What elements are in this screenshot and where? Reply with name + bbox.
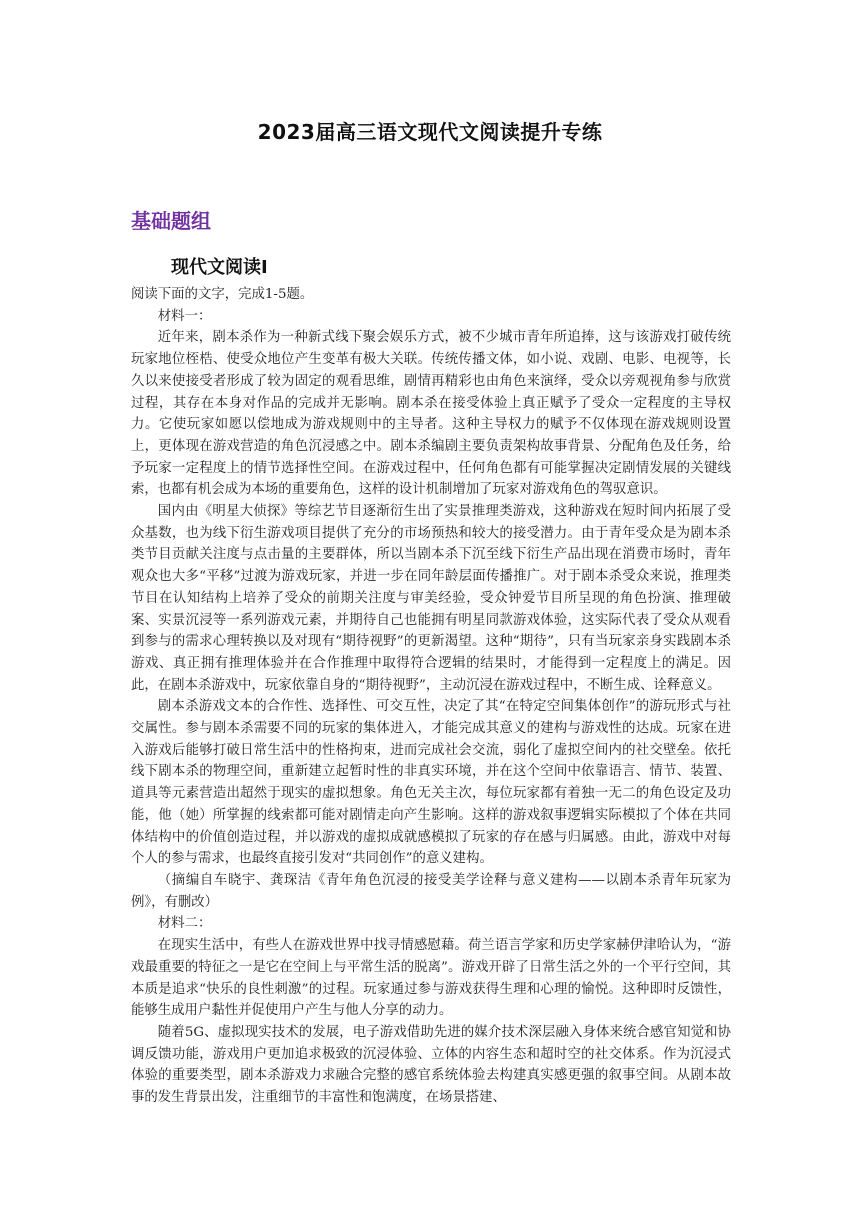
- document-title: 2023届高三语文现代文阅读提升专练: [257, 120, 603, 144]
- paragraph: （摘编自车晓宇、龚琛洁《青年角色沉浸的接受美学诠释与意义建构——以剧本杀青年玩家为例》，有删改）: [131, 872, 731, 910]
- paragraph: 国内由《明星大侦探》等综艺节目逐渐衍生出了实景推理类游戏，这种游戏在短时间内拓展了受众基数，也为线下衍生游戏项目提供了充分的市场预热和较大的接受潜力。由于青年受众是为剧本杀类节目贡献关注度与点击量的主要群体，所以当剧本杀下沉至线下衍生产品出现在消费市场时，青年观众也大多“平移”过渡为游戏玩家，并进一步在同年龄层面传播推广。对于剧本杀受众来说，推理类节目在认知结构上培养了受众的前期关注度与审美经验，受众钟爱节目所呈现的角色扮演、推理破案、实景沉浸等一系列游戏元素，并期待自己也能拥有明星同款游戏体验，这实际代表了受众从观看到参与的需求心理转换以及对现有“期待视野”的更新渴望。这种“期待”，只有当玩家亲身实践剧本杀游戏、真正拥有推理体验并在合作推理中取得符合逻辑的结果时，才能得到一定程度上的满足。因此，在剧本杀游戏中，玩家依靠自身的“期待视野”，主动沉浸在游戏过程中，不断生成、诠释意义。: [131, 504, 731, 693]
- paragraph: 阅读下面的文字，完成1-5题。: [131, 287, 314, 302]
- paragraph: 剧本杀游戏文本的合作性、选择性、可交互性，决定了其“在特定空间集体创作”的游玩形式与社交属性。参与剧本杀需要不同的玩家的集体进入，才能完成其意义的建构与游戏性的达成。玩家在进入游戏后能够打破日常生活中的性格拘束，进而完成社会交流，弱化了虚拟空间内的社交壁垒。依托线下剧本杀的物理空间，重新建立起暂时性的非真实环境，并在这个空间中依靠语言、情节、装置、道具等元素营造出超然于现实的虚拟想象。角色无关主次，每位玩家都有着独一无二的角色设定及功能，他（她）所掌握的线索都可能对剧情走向产生影响。这样的游戏叙事逻辑实际模拟了个体在共同体结构中的价值创造过程，并以游戏的虚拟成就感模拟了玩家的存在感与归属感。由此，游戏中对每个人的参与需求，也最终直接引发对“共同创作”的意义建构。: [131, 699, 731, 867]
- paragraph: 材料一：: [157, 308, 212, 324]
- paragraph: 在现实生活中，有些人在游戏世界中找寻情感慰藉。荷兰语言学家和历史学家赫伊津哈认为，“游戏最重要的特征之一是它在空间上与平常生活的脱离”。游戏开辟了日常生活之外的一个平行空间，其本质是追求“快乐的良性刺激”的过程。玩家通过参与游戏获得生理和心理的愉悦。这种即时反馈性，能够生成用户黏性并促使用户产生与他人分享的动力。: [131, 938, 731, 1019]
- document-body: [131, 284, 731, 1109]
- sub-heading: 现代文阅读Ⅰ: [171, 257, 268, 278]
- paragraph: 近年来，剧本杀作为一种新式线下聚会娱乐方式，被不少城市青年所追捧，这与该游戏打破传统玩家地位桎梏、使受众地位产生变革有极大关联。传统传播文体，如小说、戏剧、电影、电视等，长久以来使接受者形成了较为固定的观看思维，剧情再精彩也由角色来演绎，受众以旁观视角参与欣赏过程，其存在本身对作品的完成并无影响。剧本杀在接受体验上真正赋予了受众一定程度的主导权力。它使玩家如愿以偿地成为游戏规则中的主导者。这种主导权力的赋予不仅体现在游戏规则设置上，更体现在游戏营造的角色沉浸感之中。剧本杀编剧主要负责架构故事背景、分配角色及任务，给予玩家一定程度上的情节选择性空间。在游戏过程中，任何角色都有可能掌握决定剧情发展的关键线索，也都有机会成为本场的重要角色，这样的设计机制增加了玩家对游戏角色的驾驭意识。: [131, 330, 731, 498]
- paragraph: 材料二：: [157, 916, 212, 932]
- paragraph: 随着5G、虚拟现实技术的发展，电子游戏借助先进的媒介技术深层融入身体来统合感官知觉和协调反馈功能，游戏用户更加追求极致的沉浸体验、立体的内容生态和超时空的社交体系。作为沉浸式体验的重要类型，剧本杀游戏力求融合完整的感官系统体验去构建真实感更强的叙事空间。从剧本故事的发生背景出发，注重细节的丰富性和饱满度，在场景搭建、: [131, 1024, 731, 1106]
- section-heading: 基础题组: [131, 209, 211, 233]
